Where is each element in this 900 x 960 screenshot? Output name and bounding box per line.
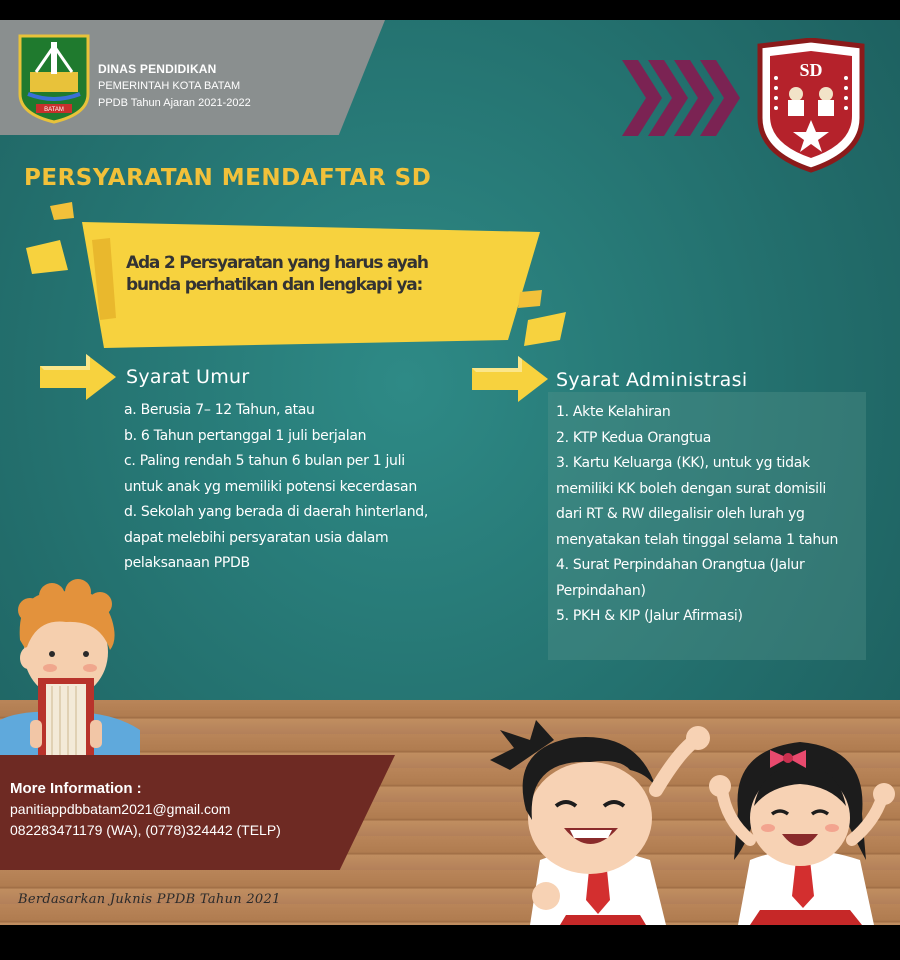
syarat-administrasi-list bbox=[556, 400, 838, 630]
contact-email[interactable]: panitiappdbbatam2021@gmail.com bbox=[10, 801, 231, 817]
banner-line-1: Ada 2 Persyaratan yang harus ayah bbox=[126, 253, 428, 273]
list-item: 3. Kartu Keluarga (KK), untuk yg tidak bbox=[556, 455, 810, 471]
contact-phone[interactable]: 082283471179 (WA), (0778)324442 (TELP) bbox=[10, 822, 281, 838]
syarat-umur-title: Syarat Umur bbox=[126, 366, 250, 388]
list-item: 4. Surat Perpindahan Orangtua (Jalur bbox=[556, 557, 805, 573]
list-item: memiliki KK boleh dengan surat domisili bbox=[556, 480, 826, 497]
batam-logo-text: BATAM bbox=[44, 107, 64, 113]
arrow-right-icon bbox=[472, 356, 548, 402]
list-item: dapat melebihi persyaratan usia dalam bbox=[124, 529, 389, 546]
header-agency: DINAS PENDIDIKAN bbox=[98, 62, 217, 76]
arrow-right-icon bbox=[40, 354, 116, 400]
main-title: PERSYARATAN MENDAFTAR SD bbox=[24, 165, 432, 191]
chevron-arrows-icon bbox=[622, 60, 742, 136]
list-item: 5. PKH & KIP (Jalur Afirmasi) bbox=[556, 608, 743, 624]
banner-line-2: bunda perhatikan dan lengkapi ya: bbox=[126, 275, 423, 295]
info-title: More Information : bbox=[10, 780, 142, 797]
contact-info bbox=[10, 778, 281, 841]
header-government: PEMERINTAH KOTA BATAM bbox=[98, 80, 241, 92]
list-item: pelaksanaan PPDB bbox=[124, 555, 250, 571]
header-academic-year: PPDB Tahun Ajaran 2021-2022 bbox=[98, 97, 251, 109]
sd-school-logo bbox=[752, 38, 870, 173]
list-item: dari RT & RW dilegalisir oleh lurah yg bbox=[556, 506, 805, 522]
sd-logo-text: SD bbox=[799, 60, 823, 80]
batam-city-logo bbox=[16, 32, 92, 124]
header-text bbox=[98, 62, 251, 109]
banner-text bbox=[126, 252, 526, 296]
list-item: untuk anak yg memiliki potensi kecerdasan bbox=[124, 478, 417, 495]
list-item: a. Berusia 7– 12 Tahun, atau bbox=[124, 402, 315, 418]
syarat-umur-list bbox=[124, 398, 428, 577]
list-item: b. 6 Tahun pertanggal 1 juli berjalan bbox=[124, 427, 367, 444]
syarat-administrasi-title: Syarat Administrasi bbox=[556, 369, 748, 391]
list-item: Perpindahan) bbox=[556, 582, 646, 599]
poster bbox=[0, 20, 900, 925]
list-item: 1. Akte Kelahiran bbox=[556, 404, 671, 420]
list-item: c. Paling rendah 5 tahun 6 bulan per 1 juli bbox=[124, 453, 405, 469]
list-item: d. Sekolah yang berada di daerah hinterland, bbox=[124, 504, 429, 520]
list-item: menyatakan telah tinggal selama 1 tahun bbox=[556, 531, 839, 548]
students-illustration bbox=[470, 710, 900, 925]
footer-note: Berdasarkan Juknis PPDB Tahun 2021 bbox=[18, 892, 281, 907]
list-item: 2. KTP Kedua Orangtua bbox=[556, 429, 711, 446]
